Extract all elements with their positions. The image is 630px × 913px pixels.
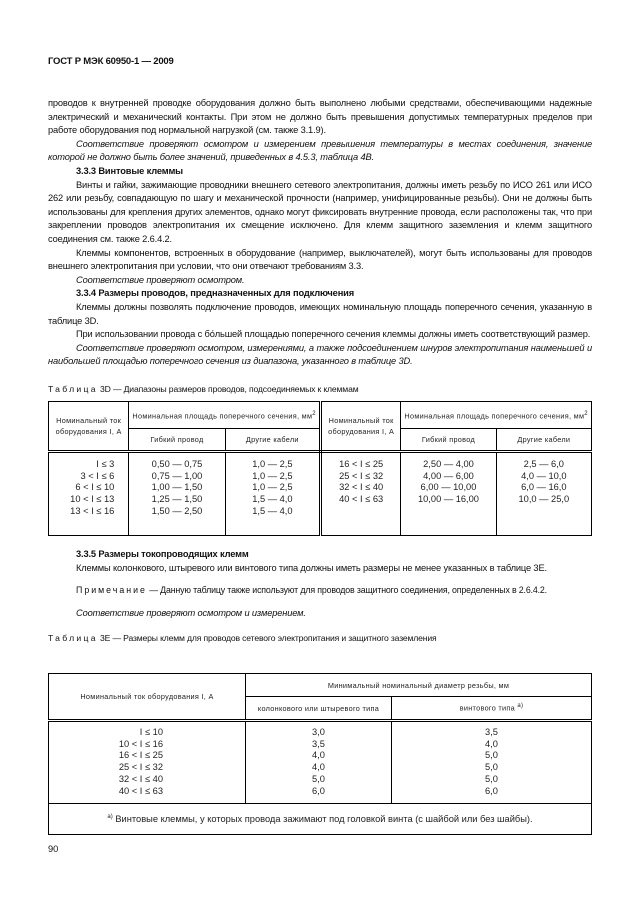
current-column [49, 452, 129, 536]
cell: 5,0 [485, 762, 498, 773]
cell: 0,50 — 0,75 [151, 459, 203, 469]
compliance-paragraph: Соответствие проверяют осмотром и измерением. [76, 607, 306, 618]
header-area-right [401, 402, 592, 429]
paragraph: Клеммы колонкового, штыревого или винтового типа должны иметь размеры не менее указанных в таблице 3Е. [76, 562, 547, 573]
footnote-mark: а) [107, 814, 113, 821]
cell: I ≤ 3 [96, 459, 115, 469]
cell: 25 < I ≤ 32 [118, 762, 163, 773]
caption-label: Таблица [48, 633, 98, 644]
header-current-right: Номинальный ток оборудования I, А [321, 402, 401, 452]
paragraph: Клеммы компонентов, встроенных в оборудование (например, выключателей), могут быть использованы для проводов внешнего электропитания при условии, что они отвечают требованиям 3.3. [48, 247, 592, 272]
header-diameter: Минимальный номинальный диаметр резьбы, мм [246, 674, 592, 697]
table-3e [48, 673, 592, 835]
header-screw [392, 697, 592, 721]
header-current: Номинальный ток оборудования I, А [49, 674, 246, 721]
cell: 4,0 [312, 762, 325, 773]
flexible-column [129, 452, 225, 536]
cell: 32 < I ≤ 40 [118, 773, 163, 784]
cell: 5,0 [485, 773, 498, 784]
cell: 1,0 — 2,5 [252, 459, 293, 469]
table-footnote [49, 804, 592, 835]
section-heading-3-3-3: 3.3.3 Винтовые клеммы [76, 165, 183, 176]
cell: 6,00 — 10,00 [420, 482, 477, 493]
header-other-right: Другие кабели [496, 429, 591, 452]
cell: 4,00 — 6,00 [423, 470, 474, 481]
cell: 40 < I ≤ 63 [118, 785, 163, 796]
caption-text: 3D — Диапазоны размеров проводов, подсоединяемых к клеммам [97, 383, 359, 394]
header-flexible: Гибкий провод [129, 429, 225, 452]
cell: 4,0 [312, 750, 325, 761]
superscript: 2 [312, 410, 316, 417]
table-3d-caption [48, 383, 592, 397]
cell: 16 < I ≤ 25 [118, 750, 163, 761]
document-header: ГОСТ Р МЭК 60950-1 — 2009 [48, 56, 174, 67]
cell: 6,0 — 16,0 [521, 482, 567, 493]
header-area [129, 402, 321, 429]
header-area-text: Номинальная площадь поперечного сечения, мм [132, 411, 313, 421]
body-text-lower [48, 548, 592, 646]
cell: 3,5 [312, 738, 325, 749]
cell: 4,0 — 10,0 [521, 470, 567, 481]
cell: 1,5 — 4,0 [252, 494, 293, 505]
compliance-paragraph: Соответствие проверяют осмотром. [76, 274, 245, 285]
current-column-right [321, 452, 401, 536]
superscript: 2 [584, 410, 588, 417]
current-column [49, 721, 246, 804]
cell: I ≤ 10 [139, 727, 163, 737]
cell: 1,0 — 2,5 [252, 482, 293, 493]
page-number: 90 [48, 844, 59, 854]
cell: 10 < I ≤ 13 [70, 494, 115, 505]
cell: 0,75 — 1,00 [151, 470, 203, 481]
screw-column [392, 721, 592, 804]
cell: 2,5 — 6,0 [523, 459, 564, 469]
header-pillar: колонкового или штыревого типа [246, 697, 392, 721]
header-current: Номинальный ток оборудования I, А [49, 402, 129, 452]
other-column-right [496, 452, 591, 536]
cell: 1,25 — 1,50 [151, 494, 203, 505]
table-3e-caption [48, 632, 592, 646]
cell: 1,0 — 2,5 [252, 470, 293, 481]
cell: 10,0 — 25,0 [518, 494, 570, 505]
caption-label: Таблица [48, 383, 98, 394]
cell: 3,5 [485, 727, 498, 737]
paragraph: Клеммы должны позволять подключение проводов, имеющих номинальную площадь поперечного сечения, указанную в таблице 3D. [48, 301, 592, 326]
note [48, 584, 592, 598]
compliance-paragraph: Соответствие проверяют осмотром и измерением превышения температуры в местах соединения, значение которой не должно быть более значений, приведенных в 4.5.3, таблица 4В. [48, 138, 592, 163]
note-text: — Данную таблицу также используют для проводов защитного соединения, определенных в 2.6.4.2. [146, 585, 547, 596]
note-label: Примечание [76, 585, 147, 596]
cell: 6 < I ≤ 10 [75, 482, 115, 493]
flexible-column-right [401, 452, 496, 536]
paragraph: проводов к внутренней проводке оборудования должно быть выполнено любыми средствами, обеспечивающими надежные электрический и механический контакты. При этом не должно быть превышения допустимых температурных пределов при работе оборудования под нормальной нагрузкой (см. также 3.1.9). [48, 98, 592, 136]
cell: 13 < I ≤ 16 [70, 505, 115, 516]
cell: 10,00 — 16,00 [417, 494, 479, 505]
header-flexible-right: Гибкий провод [401, 429, 496, 452]
paragraph: При использовании провода с бо́льшей площадью поперечного сечения клеммы должны иметь соответствующий размер. [76, 329, 591, 340]
cell: 1,50 — 2,50 [151, 505, 203, 516]
cell: 3,0 [312, 727, 325, 737]
cell: 5,0 [485, 750, 498, 761]
cell: 10 < I ≤ 16 [118, 738, 163, 749]
cell: 6,0 [485, 785, 498, 796]
caption-text: 3Е — Размеры клемм для проводов сетевого электропитания и защитного заземления [97, 633, 437, 644]
cell: 25 < I ≤ 32 [339, 470, 384, 481]
footnote-text: Винтовые клеммы, у которых провода зажимают под головкой винта (с шайбой или без шайбы). [112, 814, 533, 825]
cell: 5,0 [312, 773, 325, 784]
header-area-text: Номинальная площадь поперечного сечения, мм [404, 411, 585, 421]
cell: 2,50 — 4,00 [423, 459, 474, 469]
header-other: Другие кабели [225, 429, 320, 452]
cell: 3 < I ≤ 6 [80, 470, 115, 481]
section-heading-3-3-5: 3.3.5 Размеры токопроводящих клемм [76, 549, 249, 559]
cell: 40 < I ≤ 63 [339, 494, 384, 505]
footnote-ref: а) [517, 703, 524, 710]
compliance-paragraph: Соответствие проверяют осмотром, измерениями, а также подсоединением шнуров электропитания наименьшей и наибольшей площадью поперечного сечения из диапазона, указанного в таблице 3D. [48, 342, 592, 367]
cell: 4,0 [485, 738, 498, 749]
cell: 1,00 — 1,50 [151, 482, 203, 493]
cell: 16 < I ≤ 25 [339, 459, 384, 469]
section-heading-3-3-4: 3.3.4 Размеры проводов, предназначенных для подключения [76, 288, 354, 299]
paragraph: Винты и гайки, зажимающие проводники внешнего сетевого электропитания, должны иметь резьбу по ИСО 261 или ИСО 262 или резьбу, совпадающую по шагу и механической прочности (например, унифицированные резьбы). Они не должны быть использованы для крепления других элементов, однако могут фиксировать внутренние провода, если расположены так, что при закреплении проводов электропитания их смещение исключено. Для клемм защитного заземления и клемм защитного соединения см. также 2.6.4.2. [48, 179, 592, 244]
other-column [225, 452, 320, 536]
table-3d [48, 401, 592, 536]
cell: 1,5 — 4,0 [252, 505, 293, 516]
pillar-column [246, 721, 392, 804]
cell: 6,0 [312, 785, 325, 796]
header-screw-text: винтового типа [459, 703, 516, 713]
cell: 32 < I ≤ 40 [339, 482, 384, 493]
body-text [48, 97, 592, 396]
